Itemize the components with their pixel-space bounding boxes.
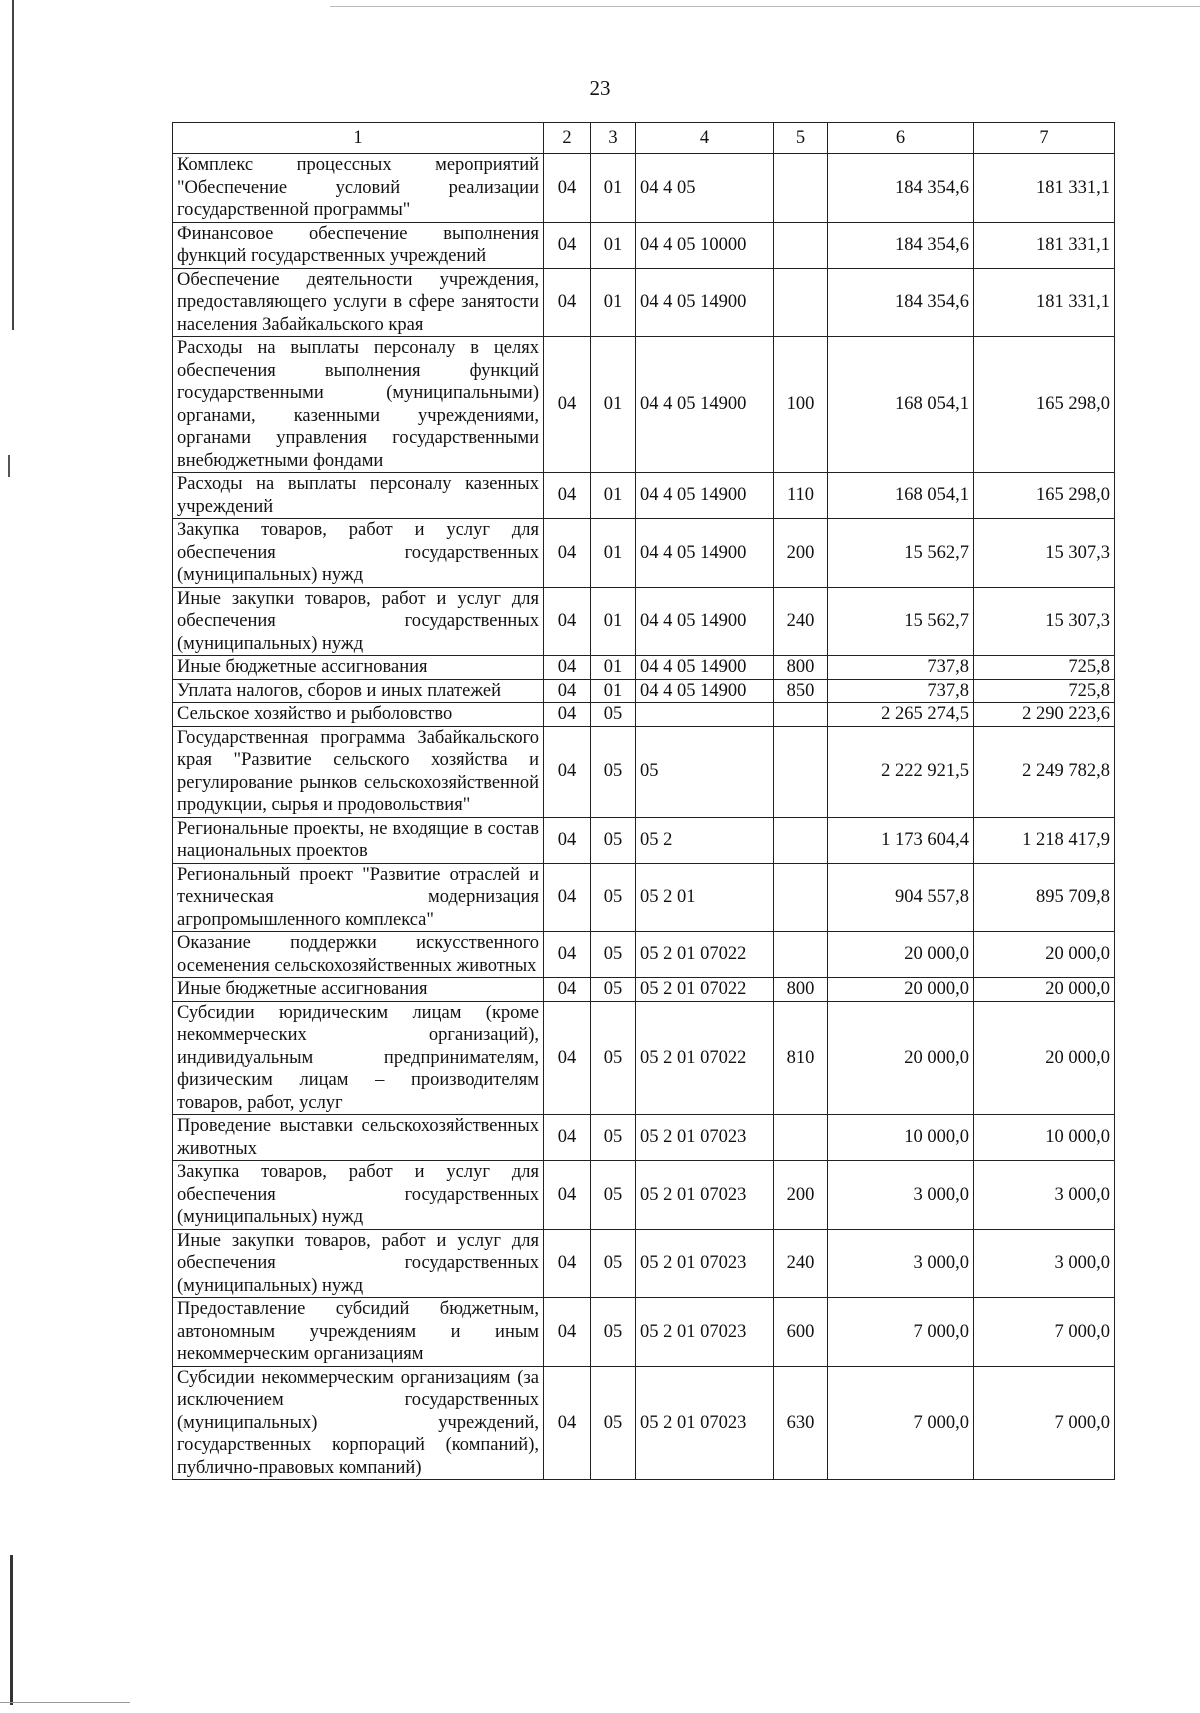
target-article-code: 04 4 05 14900 <box>636 587 774 656</box>
target-article-code: 05 2 01 07022 <box>636 932 774 978</box>
amount-year-1: 7 000,0 <box>828 1366 974 1480</box>
amount-year-2: 7 000,0 <box>974 1366 1115 1480</box>
subsection-code: 05 <box>591 863 636 932</box>
amount-year-2: 165 298,0 <box>974 473 1115 519</box>
row-name: Иные закупки товаров, работ и услуг для обеспечения государственных (муниципальных) нужд <box>173 1229 544 1298</box>
amount-year-1: 184 354,6 <box>828 154 974 223</box>
target-article-code: 04 4 05 14900 <box>636 656 774 680</box>
amount-year-1: 3 000,0 <box>828 1161 974 1230</box>
table-row <box>173 473 1115 519</box>
header-cell: 1 <box>173 123 544 154</box>
expense-type-code: 110 <box>774 473 828 519</box>
row-name: Иные бюджетные ассигнования <box>173 656 544 680</box>
table-row <box>173 1115 1115 1161</box>
target-article-code: 04 4 05 14900 <box>636 473 774 519</box>
row-name: Проведение выставки сельскохозяйственных животных <box>173 1115 544 1161</box>
section-code: 04 <box>544 656 591 680</box>
section-code: 04 <box>544 154 591 223</box>
expense-type-code: 800 <box>774 656 828 680</box>
target-article-code: 05 2 <box>636 817 774 863</box>
amount-year-1: 184 354,6 <box>828 222 974 268</box>
subsection-code: 05 <box>591 1366 636 1480</box>
section-code: 04 <box>544 1229 591 1298</box>
table-row <box>173 726 1115 817</box>
subsection-code: 01 <box>591 519 636 588</box>
row-name: Уплата налогов, сборов и иных платежей <box>173 679 544 703</box>
section-code: 04 <box>544 932 591 978</box>
amount-year-2: 20 000,0 <box>974 932 1115 978</box>
subsection-code: 05 <box>591 817 636 863</box>
section-code: 04 <box>544 978 591 1002</box>
target-article-code: 04 4 05 10000 <box>636 222 774 268</box>
section-code: 04 <box>544 1366 591 1480</box>
subsection-code: 01 <box>591 154 636 223</box>
amount-year-1: 2 265 274,5 <box>828 703 974 727</box>
table-row <box>173 1229 1115 1298</box>
header-cell: 3 <box>591 123 636 154</box>
row-name: Государственная программа Забайкальского края "Развитие сельского хозяйства и регулирование рынков сельскохозяйственной продукции, сырья и продовольствия" <box>173 726 544 817</box>
table-row <box>173 932 1115 978</box>
amount-year-1: 3 000,0 <box>828 1229 974 1298</box>
section-code: 04 <box>544 337 591 473</box>
section-code: 04 <box>544 1298 591 1367</box>
table-row <box>173 1366 1115 1480</box>
subsection-code: 01 <box>591 656 636 680</box>
expense-type-code: 850 <box>774 679 828 703</box>
section-code: 04 <box>544 473 591 519</box>
table-row <box>173 817 1115 863</box>
expense-type-code: 600 <box>774 1298 828 1367</box>
table-row <box>173 1001 1115 1115</box>
expense-type-code <box>774 1115 828 1161</box>
expense-type-code <box>774 703 828 727</box>
table-row <box>173 1298 1115 1367</box>
expense-type-code: 200 <box>774 519 828 588</box>
table-row <box>173 154 1115 223</box>
amount-year-1: 15 562,7 <box>828 587 974 656</box>
row-name: Субсидии юридическим лицам (кроме некоммерческих организаций), индивидуальным предпринимателям, физическим лицам – производителям товаров, работ, услуг <box>173 1001 544 1115</box>
section-code: 04 <box>544 703 591 727</box>
amount-year-1: 737,8 <box>828 679 974 703</box>
expense-type-code <box>774 154 828 223</box>
table-row <box>173 703 1115 727</box>
section-code: 04 <box>544 268 591 337</box>
scan-edge-mark <box>12 0 14 330</box>
table-row <box>173 587 1115 656</box>
table-row <box>173 268 1115 337</box>
target-article-code: 05 2 01 07023 <box>636 1298 774 1367</box>
expense-type-code: 100 <box>774 337 828 473</box>
amount-year-2: 15 307,3 <box>974 587 1115 656</box>
amount-year-2: 10 000,0 <box>974 1115 1115 1161</box>
target-article-code <box>636 703 774 727</box>
section-code: 04 <box>544 863 591 932</box>
table-row <box>173 222 1115 268</box>
target-article-code: 05 2 01 <box>636 863 774 932</box>
amount-year-2: 20 000,0 <box>974 978 1115 1002</box>
amount-year-1: 20 000,0 <box>828 978 974 1002</box>
target-article-code: 05 <box>636 726 774 817</box>
expense-type-code: 630 <box>774 1366 828 1480</box>
subsection-code: 05 <box>591 1298 636 1367</box>
subsection-code: 05 <box>591 1115 636 1161</box>
expense-type-code <box>774 222 828 268</box>
section-code: 04 <box>544 1001 591 1115</box>
scan-edge-mark <box>10 1555 13 1705</box>
subsection-code: 05 <box>591 1001 636 1115</box>
amount-year-2: 7 000,0 <box>974 1298 1115 1367</box>
section-code: 04 <box>544 1161 591 1230</box>
subsection-code: 05 <box>591 726 636 817</box>
subsection-code: 01 <box>591 268 636 337</box>
subsection-code: 01 <box>591 337 636 473</box>
amount-year-1: 184 354,6 <box>828 268 974 337</box>
subsection-code: 05 <box>591 978 636 1002</box>
section-code: 04 <box>544 222 591 268</box>
subsection-code: 01 <box>591 222 636 268</box>
header-cell: 6 <box>828 123 974 154</box>
subsection-code: 01 <box>591 679 636 703</box>
section-code: 04 <box>544 587 591 656</box>
target-article-code: 05 2 01 07023 <box>636 1366 774 1480</box>
amount-year-1: 20 000,0 <box>828 932 974 978</box>
amount-year-1: 15 562,7 <box>828 519 974 588</box>
target-article-code: 04 4 05 14900 <box>636 519 774 588</box>
target-article-code: 04 4 05 <box>636 154 774 223</box>
amount-year-1: 7 000,0 <box>828 1298 974 1367</box>
section-code: 04 <box>544 1115 591 1161</box>
target-article-code: 04 4 05 14900 <box>636 337 774 473</box>
row-name: Закупка товаров, работ и услуг для обеспечения государственных (муниципальных) нужд <box>173 1161 544 1230</box>
row-name: Предоставление субсидий бюджетным, автономным учреждениям и иным некоммерческим организациям <box>173 1298 544 1367</box>
row-name: Комплекс процессных мероприятий "Обеспечение условий реализации государственной программы" <box>173 154 544 223</box>
amount-year-1: 168 054,1 <box>828 337 974 473</box>
subsection-code: 05 <box>591 932 636 978</box>
row-name: Оказание поддержки искусственного осеменения сельскохозяйственных животных <box>173 932 544 978</box>
row-name: Финансовое обеспечение выполнения функций государственных учреждений <box>173 222 544 268</box>
amount-year-2: 181 331,1 <box>974 222 1115 268</box>
section-code: 04 <box>544 726 591 817</box>
subsection-code: 01 <box>591 587 636 656</box>
header-cell: 4 <box>636 123 774 154</box>
row-name: Иные закупки товаров, работ и услуг для обеспечения государственных (муниципальных) нужд <box>173 587 544 656</box>
amount-year-1: 168 054,1 <box>828 473 974 519</box>
row-name: Региональные проекты, не входящие в состав национальных проектов <box>173 817 544 863</box>
row-name: Закупка товаров, работ и услуг для обеспечения государственных (муниципальных) нужд <box>173 519 544 588</box>
header-cell: 2 <box>544 123 591 154</box>
table-row <box>173 1161 1115 1230</box>
amount-year-2: 20 000,0 <box>974 1001 1115 1115</box>
amount-year-1: 2 222 921,5 <box>828 726 974 817</box>
table-header-row <box>173 123 1115 154</box>
row-name: Расходы на выплаты персоналу казенных учреждений <box>173 473 544 519</box>
subsection-code: 01 <box>591 473 636 519</box>
page-number: 23 <box>589 76 611 100</box>
amount-year-2: 725,8 <box>974 656 1115 680</box>
expense-type-code <box>774 863 828 932</box>
header-cell: 5 <box>774 123 828 154</box>
row-name: Обеспечение деятельности учреждения, предоставляющего услуги в сфере занятости населения Забайкальского края <box>173 268 544 337</box>
amount-year-2: 15 307,3 <box>974 519 1115 588</box>
amount-year-1: 10 000,0 <box>828 1115 974 1161</box>
amount-year-1: 1 173 604,4 <box>828 817 974 863</box>
target-article-code: 05 2 01 07022 <box>636 978 774 1002</box>
expense-type-code: 240 <box>774 587 828 656</box>
amount-year-1: 904 557,8 <box>828 863 974 932</box>
target-article-code: 05 2 01 07023 <box>636 1115 774 1161</box>
header-cell: 7 <box>974 123 1115 154</box>
row-name: Сельское хозяйство и рыболовство <box>173 703 544 727</box>
budget-table <box>172 122 1115 1480</box>
amount-year-2: 2 290 223,6 <box>974 703 1115 727</box>
expense-type-code <box>774 932 828 978</box>
scan-edge-mark <box>8 455 10 477</box>
target-article-code: 05 2 01 07023 <box>636 1229 774 1298</box>
amount-year-2: 181 331,1 <box>974 268 1115 337</box>
amount-year-2: 1 218 417,9 <box>974 817 1115 863</box>
target-article-code: 04 4 05 14900 <box>636 268 774 337</box>
table-row <box>173 519 1115 588</box>
table-row <box>173 863 1115 932</box>
amount-year-2: 181 331,1 <box>974 154 1115 223</box>
target-article-code: 05 2 01 07022 <box>636 1001 774 1115</box>
table-row <box>173 679 1115 703</box>
row-name: Субсидии некоммерческим организациям (за исключением государственных (муниципальных) учреждений, государственных корпораций (компаний), публично-правовых компаний) <box>173 1366 544 1480</box>
section-code: 04 <box>544 679 591 703</box>
expense-type-code: 810 <box>774 1001 828 1115</box>
row-name: Региональный проект "Развитие отраслей и техническая модернизация агропромышленного комплекса" <box>173 863 544 932</box>
table-row <box>173 337 1115 473</box>
table-row <box>173 978 1115 1002</box>
amount-year-1: 737,8 <box>828 656 974 680</box>
amount-year-1: 20 000,0 <box>828 1001 974 1115</box>
target-article-code: 04 4 05 14900 <box>636 679 774 703</box>
expense-type-code <box>774 726 828 817</box>
expense-type-code: 800 <box>774 978 828 1002</box>
amount-year-2: 895 709,8 <box>974 863 1115 932</box>
section-code: 04 <box>544 519 591 588</box>
amount-year-2: 165 298,0 <box>974 337 1115 473</box>
section-code: 04 <box>544 817 591 863</box>
amount-year-2: 3 000,0 <box>974 1229 1115 1298</box>
expense-type-code: 200 <box>774 1161 828 1230</box>
subsection-code: 05 <box>591 703 636 727</box>
table-row <box>173 656 1115 680</box>
amount-year-2: 3 000,0 <box>974 1161 1115 1230</box>
expense-type-code <box>774 817 828 863</box>
subsection-code: 05 <box>591 1161 636 1230</box>
row-name: Расходы на выплаты персоналу в целях обеспечения выполнения функций государственными (муниципальными) органами, казенными учреждениями, органами управления государственными внебюджетными фондами <box>173 337 544 473</box>
expense-type-code: 240 <box>774 1229 828 1298</box>
expense-type-code <box>774 268 828 337</box>
scan-artifact-line <box>0 1702 130 1703</box>
target-article-code: 05 2 01 07023 <box>636 1161 774 1230</box>
amount-year-2: 2 249 782,8 <box>974 726 1115 817</box>
row-name: Иные бюджетные ассигнования <box>173 978 544 1002</box>
subsection-code: 05 <box>591 1229 636 1298</box>
amount-year-2: 725,8 <box>974 679 1115 703</box>
scan-artifact-line <box>330 6 1200 7</box>
